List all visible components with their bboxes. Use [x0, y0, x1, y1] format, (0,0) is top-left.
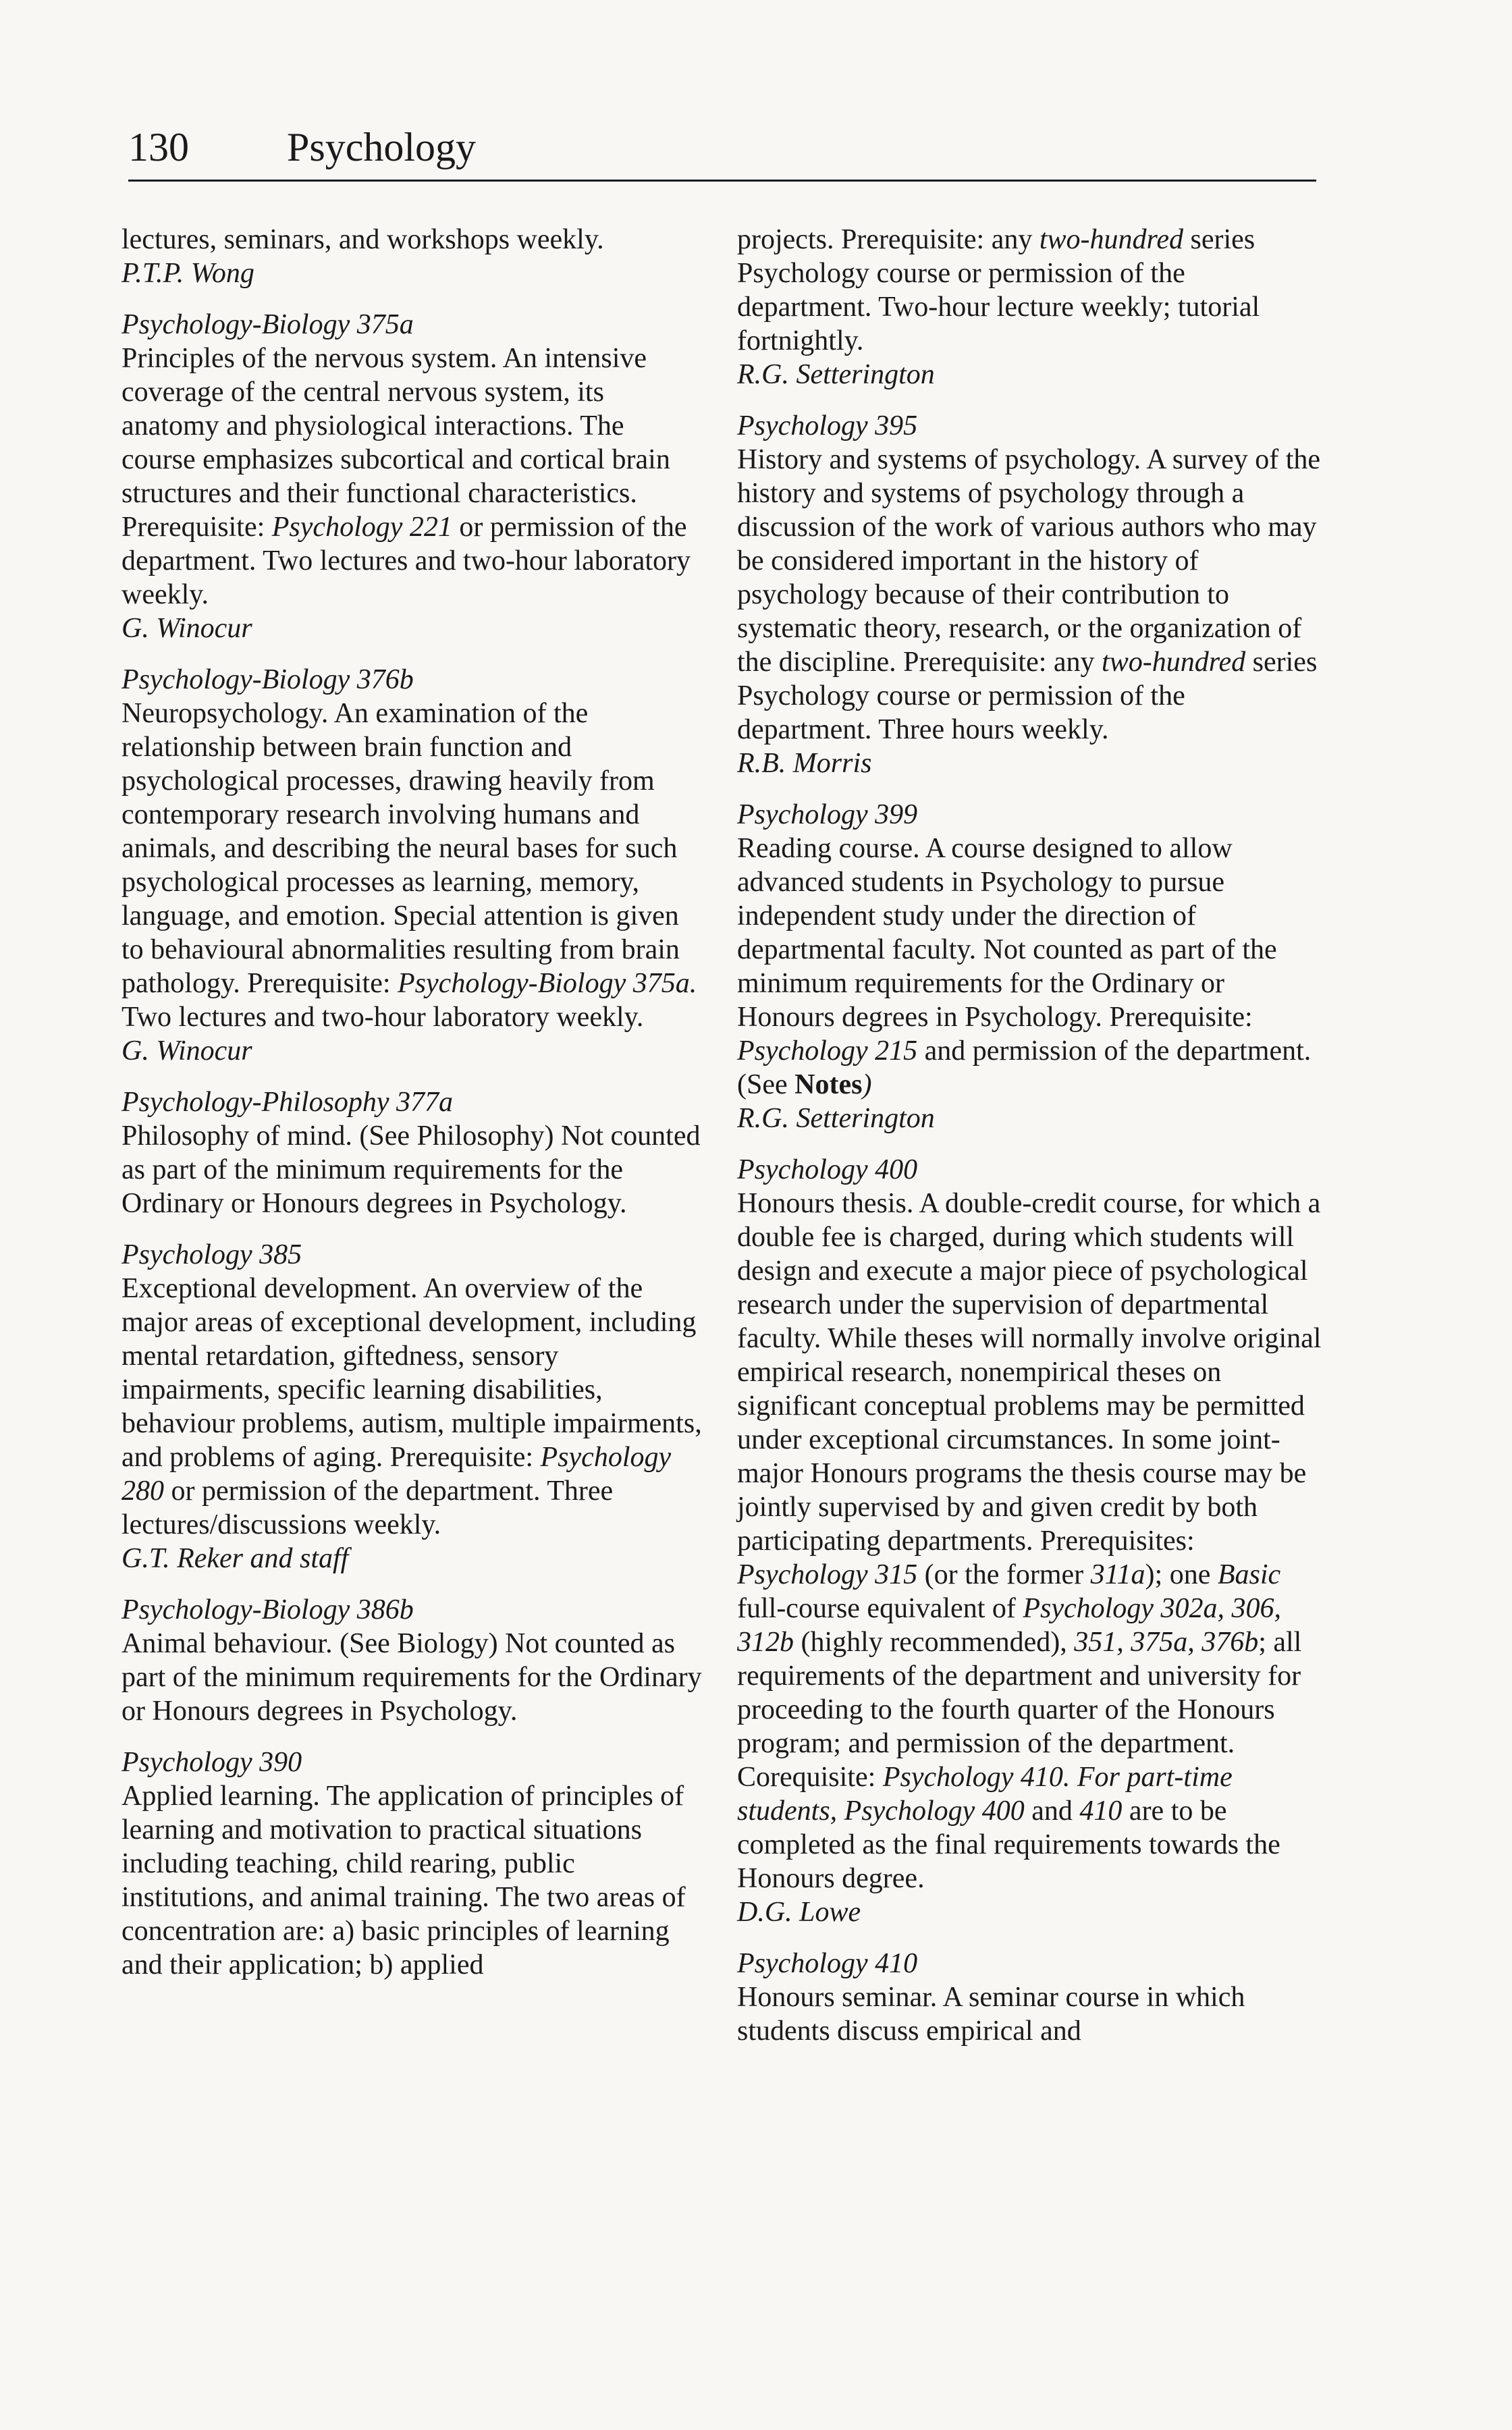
course-title: Psychology 400: [737, 1154, 918, 1185]
course-entry: [737, 223, 1324, 392]
course-title: Psychology 390: [122, 1747, 302, 1778]
course-description: Animal behaviour. (See Biology) Not counted as part of the minimum requirements for the Ordinary or Honours degrees in Psychology.: [122, 1628, 702, 1727]
course-instructor: G. Winocur: [122, 613, 252, 644]
course-title: Psychology 385: [122, 1239, 302, 1270]
course-title: Psychology-Biology 376b: [122, 664, 414, 695]
course-entry: [122, 1238, 702, 1575]
course-entry: [737, 798, 1324, 1135]
course-description: Neuropsychology. An examination of the relationship between brain function and psychological processes, drawing heavily from contemporary research involving humans and animals, and describing the neural bases for such psychological processes as learning, memory, language, and emotion. Special attention is given to behavioural abnormalities resulting from brain pathology. Prerequisite: Psychology-Biology 375a. Two lectures and two-hour laboratory weekly.: [122, 698, 697, 1033]
course-entry: [737, 1153, 1324, 1929]
course-description: History and systems of psychology. A survey of the history and systems of psychology through a discussion of the work of various authors who may be considered important in the history of psychology because of their contribution to systematic theory, research, or the organization of the discipline. Prerequisite: any two-hundred series Psychology course or permission of the department. Three hours weekly.: [737, 444, 1321, 745]
course-instructor: R.G. Setterington: [737, 359, 935, 390]
course-title: Psychology-Biology 375a: [122, 309, 414, 340]
section-title: Psychology: [287, 125, 477, 169]
course-instructor: R.G. Setterington: [737, 1103, 935, 1134]
course-instructor: G. Winocur: [122, 1035, 252, 1066]
course-description: Principles of the nervous system. An intensive coverage of the central nervous system, its anatomy and physiological interactions. The course emphasizes subcortical and cortical brain structures and their functional characteristics. Prerequisite: Psychology 221 or permission of the department. Two lectures and two-hour laboratory weekly.: [122, 343, 691, 610]
course-entry: [122, 1746, 702, 1982]
course-title: Psychology 410: [737, 1948, 918, 1979]
course-entry: [737, 409, 1324, 780]
course-title: Psychology 395: [737, 410, 918, 441]
course-description: Honours seminar. A seminar course in which students discuss empirical and: [737, 1982, 1245, 2047]
course-entry: [737, 1947, 1324, 2048]
course-instructor: P.T.P. Wong: [122, 258, 254, 289]
course-title: Psychology-Biology 386b: [122, 1594, 414, 1625]
course-entry: [122, 308, 702, 645]
course-description: Philosophy of mind. (See Philosophy) Not counted as part of the minimum requirements for the Ordinary or Honours degrees in Psychology.: [122, 1120, 701, 1219]
running-head: [128, 120, 476, 174]
course-instructor: D.G. Lowe: [737, 1897, 861, 1928]
course-description: projects. Prerequisite: any two-hundred series Psychology course or permission of the department. Two-hour lecture weekly; tutorial fortnightly.: [737, 224, 1260, 356]
course-entry: [122, 1593, 702, 1728]
course-description: lectures, seminars, and workshops weekly.: [122, 224, 604, 255]
left-column: [122, 223, 702, 1999]
course-description: Reading course. A course designed to allow advanced students in Psychology to pursue independent study under the direction of departmental faculty. Not counted as part of the minimum requirements for the Ordinary or Honours degrees in Psychology. Prerequisite: Psychology 215 and permission of the department. (See Notes): [737, 833, 1312, 1100]
course-description: Exceptional development. An overview of the major areas of exceptional development, including mental retardation, giftedness, sensory impairments, specific learning disabilities, behaviour problems, autism, multiple impairments, and problems of aging. Prerequisite: Psychology 280 or permission of the department. Three lectures/discussions weekly.: [122, 1273, 702, 1540]
right-column: [737, 223, 1324, 2066]
course-description: Applied learning. The application of principles of learning and motivation to practical situations including teaching, child rearing, public institutions, and animal training. The two areas of concentration are: a) basic principles of learning and their application; b) applied: [122, 1781, 686, 1980]
header-rule: [128, 180, 1316, 182]
course-title: Psychology 399: [737, 799, 918, 830]
course-entry: [122, 223, 702, 290]
page-number: 130: [128, 125, 189, 169]
course-title: Psychology-Philosophy 377a: [122, 1087, 454, 1118]
course-instructor: R.B. Morris: [737, 748, 872, 779]
course-entry: [122, 663, 702, 1068]
course-description: Honours thesis. A double-credit course, for which a double fee is charged, during which students will design and execute a major piece of psychological research under the supervision of departmental faculty. While theses will normally involve original empirical research, nonempirical theses on significant conceptual problems may be permitted under exceptional circumstances. In some joint-major Honours programs the thesis course may be jointly supervised by and given credit by both participating departments. Prerequisites: Psychology 315 (or the former 311a); one Basic full-course equivalent of Psychology 302a, 306, 312b (highly recommended), 351, 375a, 376b; all requirements of the department and university for proceeding to the fourth quarter of the Honours program; and permission of the department. Corequisite: Psychology 410. For part-time students, Psychology 400 and 410 are to be completed as the final requirements towards the Honours degree.: [737, 1188, 1322, 1894]
course-instructor: G.T. Reker and staff: [122, 1543, 349, 1574]
course-entry: [122, 1085, 702, 1220]
